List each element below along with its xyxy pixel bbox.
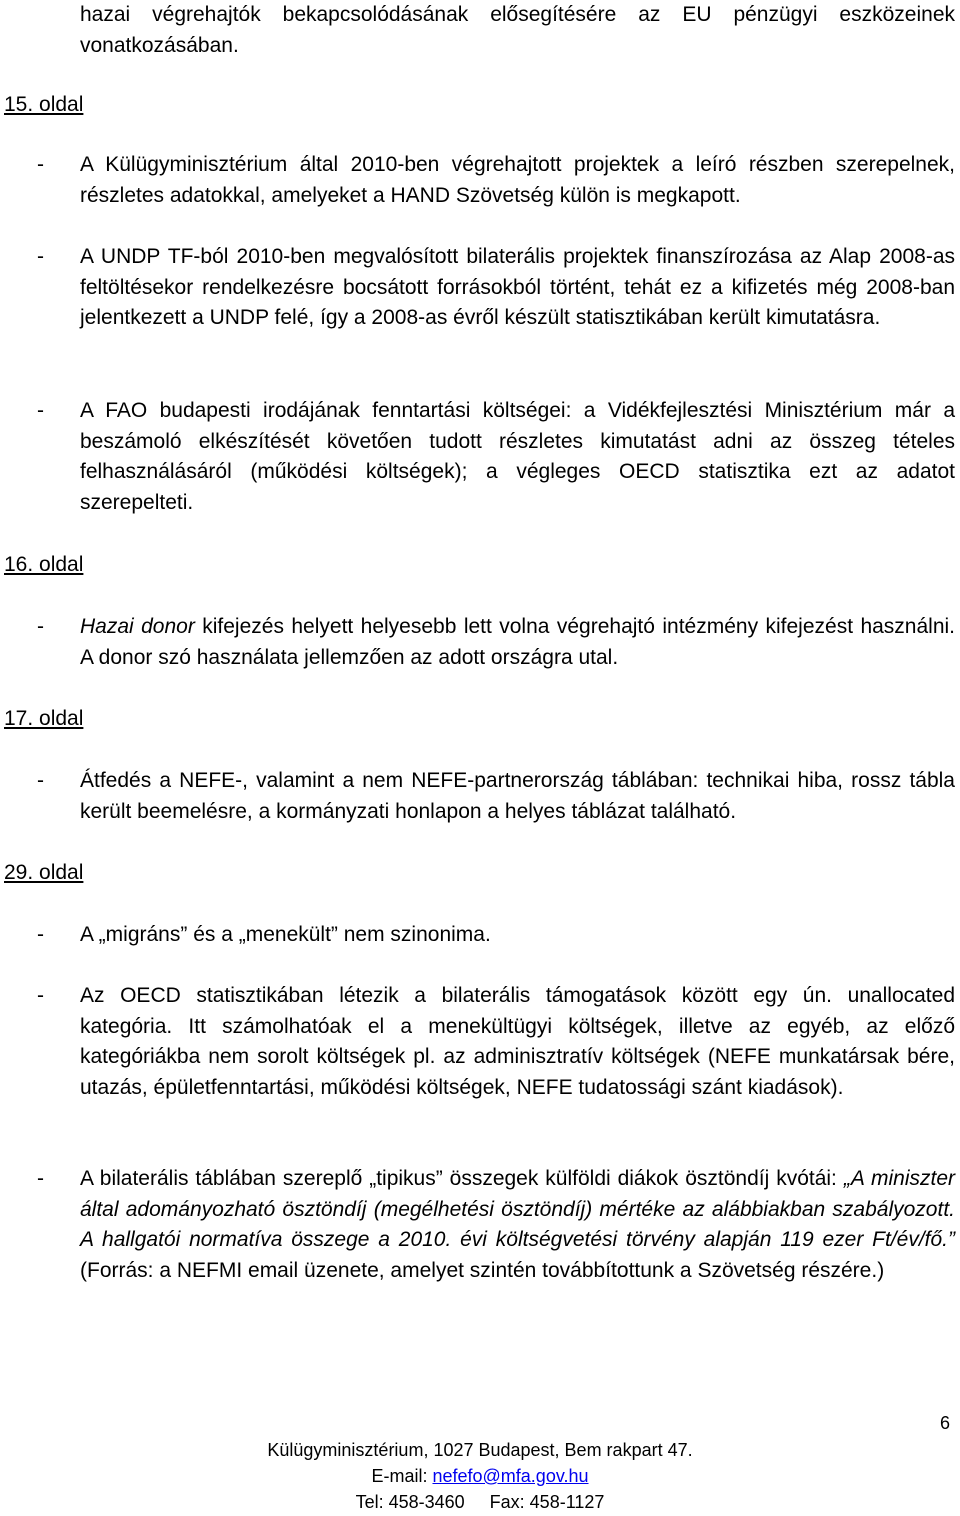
intro-paragraph: hazai végrehajtók bekapcsolódásának elősegítésére az EU pénzügyi eszközeinek vonatkozásában. [80, 3, 955, 57]
list-item-italic-text: Hazai donor [80, 615, 195, 638]
list-dash: - [37, 399, 44, 422]
section-heading-16: 16. oldal [4, 553, 84, 576]
list-item [37, 920, 955, 951]
list-dash: - [37, 245, 44, 268]
list-item-text: kifejezés helyett helyesebb lett volna végrehajtó intézmény kifejezést használni. A donor szó használata jellemzően az adott országra utal. [80, 615, 956, 669]
footer-email-link[interactable]: nefefo@mfa.gov.hu [432, 1466, 589, 1486]
section-heading-15: 15. oldal [4, 93, 84, 116]
list-dash: - [37, 615, 44, 638]
list-item [37, 396, 955, 518]
footer-address: Külügyminisztérium, 1027 Budapest, Bem rakpart 47. [267, 1440, 693, 1460]
list-item-italic-text: „A miniszter által adományozható ösztöndíj (megélhetési ösztöndíj) mértéke az alábbiakban szabályozott. A hallgatói normatíva összege a 2010. évi költségvetési törvény alapján 119 ezer Ft/év/fő.” [80, 1167, 955, 1252]
list-item [37, 242, 955, 334]
list-item [37, 766, 955, 827]
footer-email-line [0, 1462, 960, 1490]
list-dash: - [37, 769, 44, 792]
list-item-text: Átfedés a NEFE-, valamint a nem NEFE-partnerország táblában: technikai hiba, rossz tábla került beemelésre, a kormányzati honlapon a helyes táblázat található. [80, 769, 955, 823]
list-dash: - [37, 923, 44, 946]
list-item-text: Az OECD statisztikában létezik a bilaterális támogatások között egy ún. unallocated kategória. Itt számolhatóak el a menekültügyi költségek, illetve az egyéb, az előző kategóriákba nem sorolt költségek pl. az adminisztratív költségek (NEFE munkatársak bére, utazás, épületfenntartási, működési költségek, NEFE tudatossági szánt kiadások). [80, 984, 955, 1099]
list-item-text: A FAO budapesti irodájának fenntartási költségei: a Vidékfejlesztési Minisztérium már a beszámoló elkészítését követően tudott részletes kimutatást adni az összeg tételes felhasználásáról (működési költségek); a végleges OECD statisztika ezt az adatot szerepelteti. [80, 399, 955, 514]
footer-phone-fax: Tel: 458-3460 Fax: 458-1127 [355, 1492, 605, 1512]
list-item [37, 150, 955, 211]
list-item-text: A „migráns” és a „menekült” nem szinonima. [80, 923, 491, 946]
footer-email-label: E-mail: [371, 1466, 433, 1486]
list-item [37, 981, 955, 1103]
list-item-text: (Forrás: a NEFMI email üzenete, amelyet szintén továbbítottunk a Szövetség részére.) [80, 1258, 885, 1282]
list-dash: - [37, 984, 44, 1007]
list-item [37, 1164, 955, 1286]
list-dash: - [37, 1167, 44, 1190]
page-number: 6 [940, 1413, 951, 1433]
section-heading-29: 29. oldal [4, 861, 84, 884]
list-dash: - [37, 153, 44, 176]
list-item-text: A Külügyminisztérium által 2010-ben végrehajtott projektek a leíró részben szerepelnek, részletes adatokkal, amelyeket a HAND Szövetség külön is megkapott. [80, 153, 955, 207]
list-item-text: A UNDP TF-ból 2010-ben megvalósított bilaterális projektek finanszírozása az Alap 2008-as feltöltésekor rendelkezésre bocsátott forrásokból történt, tehát ez a kifizetés még 2008-ban jelentkezett a UNDP felé, így a 2008-as évről készült statisztikában került kimutatásra. [80, 245, 955, 330]
list-item-text: A bilaterális táblában szereplő „tipikus” összegek külföldi diákok ösztöndíj kvótái: [80, 1167, 844, 1190]
list-item [37, 612, 956, 673]
section-heading-17: 17. oldal [4, 707, 84, 730]
